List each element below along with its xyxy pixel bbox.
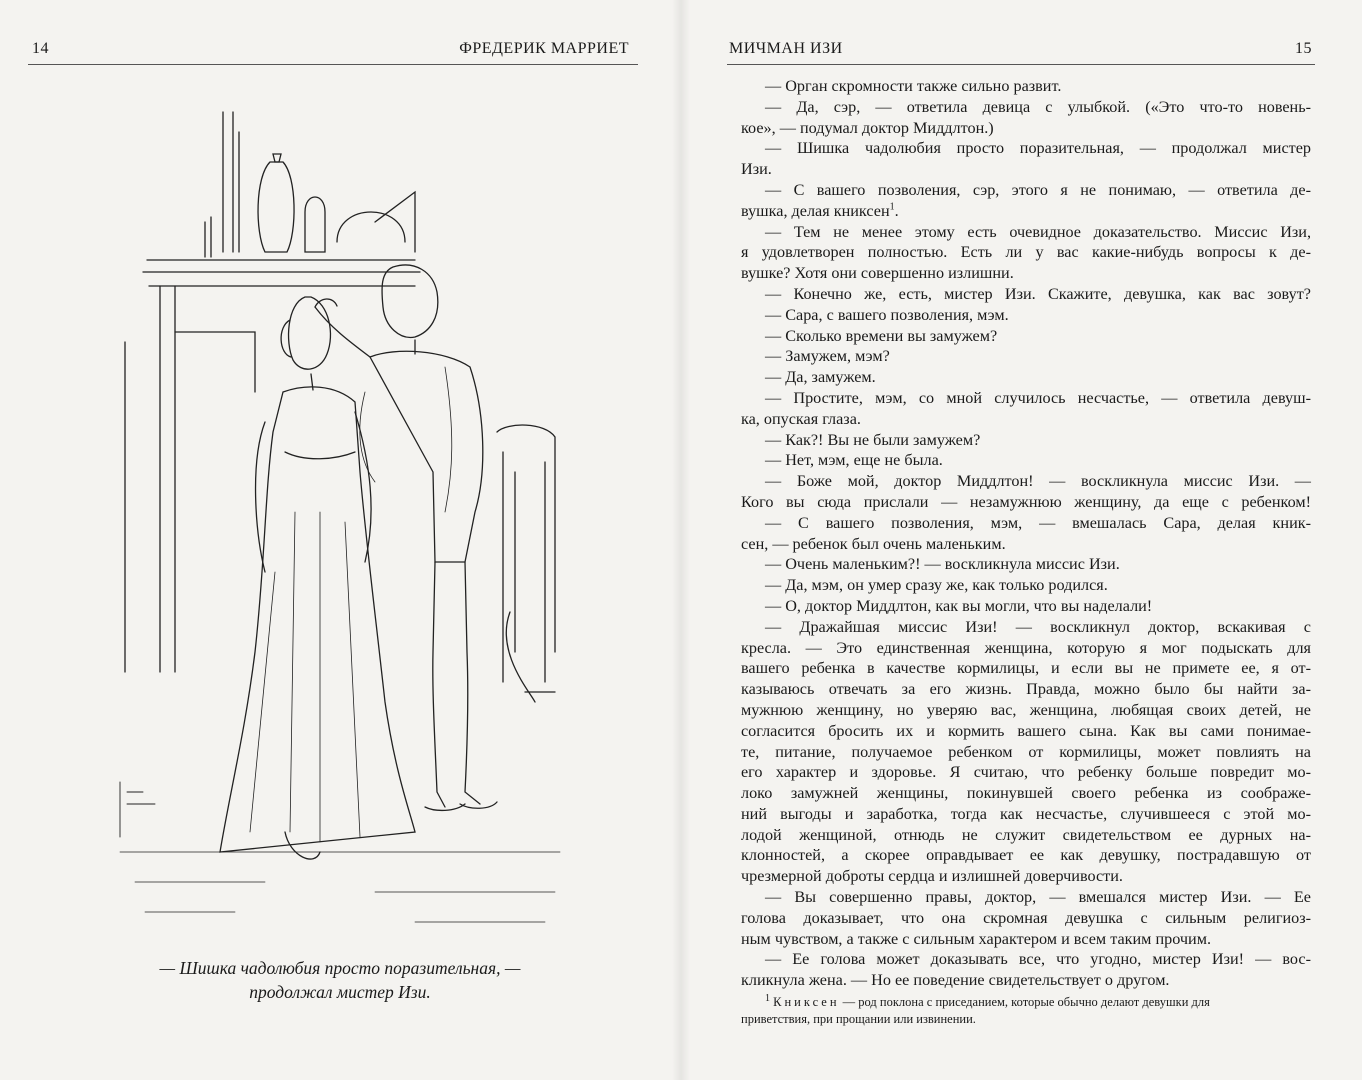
text-line: кое», — подумал доктор Миддлтон.) (741, 118, 994, 137)
text-line: ным чувством, а также с сильным характером и всем таким прочим. (741, 929, 1211, 948)
text-line: те, питание, получаемое ребенком от кормилицы, может повлиять на (741, 742, 1311, 761)
text-line: — Очень маленьким?! — воскликнула миссис Изи. (765, 555, 1120, 574)
text-line: — Да, сэр, — ответила девица с улыбкой. («Это что-то новень- (765, 97, 1311, 116)
text-line: — Нет, мэм, еще не была. (765, 451, 943, 470)
text-line: вушке? Хотя они совершенно излишни. (741, 264, 1014, 283)
text-line: Кого вы сюда прислали — незамужнюю женщину, да еще с ребенком! (741, 492, 1311, 511)
text-line: ний выгоды и заработка, тогда как несчастье, случившееся с этой мо- (741, 804, 1311, 823)
text-line: Изи. (741, 160, 772, 179)
text-line: ка, опуская глаза. (741, 409, 861, 428)
footnote-line (741, 994, 1311, 1011)
text-line: — Сара, с вашего позволения, мэм. (765, 305, 1009, 324)
text-line: — С вашего позволения, мэм, — вмешалась Сара, делая кник- (765, 513, 1311, 532)
text-line-with-footnote: вушка, делая книксен$^1$. (741, 201, 899, 220)
text-line: вушка, делая книксен (741, 201, 890, 220)
text-line: казываюсь отвечать за его жизнь. Правда, можно было бы найти за- (741, 680, 1311, 699)
text-line: — Орган скромности также сильно развит. (765, 77, 1062, 95)
text-line: — Замужем, мэм? (765, 347, 890, 366)
text-line: клонностей, а скорее оправдывает ее как девушку, пострадавшую от (741, 846, 1311, 865)
text-line: сен, — ребенок был очень маленьким. (741, 534, 1006, 553)
text-line: — Боже мой, доктор Миддлтон! — воскликнула миссис Изи. — (765, 472, 1311, 491)
footnote-marker: 1 (889, 201, 895, 213)
footnote-term: Книксен (773, 995, 840, 1009)
running-title: ФРЕДЕРИК МАРРИЕТ (459, 40, 629, 57)
text-line: — Шишка чадолюбия просто поразительная, — продолжал мистер (765, 139, 1311, 158)
body-text (741, 76, 1311, 991)
text-line: — Да, мэм, он умер сразу же, как только родился. (765, 576, 1108, 595)
text-line: — Да, замужем. (765, 368, 876, 387)
text-line: лодой женщиной, отнюдь не служит свидетельством ее дурных на- (741, 825, 1311, 844)
engraving-illustration (115, 92, 565, 942)
running-title: МИЧМАН ИЗИ (729, 40, 843, 57)
caption-line: продолжал мистер Изи. (249, 982, 431, 1002)
footnote-number: 1 (765, 992, 770, 1004)
text-line: согласится бросить их и кормить вашего сына. Как вы сами понимае- (741, 721, 1311, 740)
header-rule (28, 64, 638, 65)
text-line: — С вашего позволения, сэр, этого я не понимаю, — ответила де- (765, 180, 1311, 199)
text-line: локо замужней женщины, покинувшей своего ребенка из соображе- (741, 784, 1311, 803)
text-line: я удовлетворен полностью. Есть ли у вас какие-нибудь вопросы к де- (741, 243, 1311, 262)
text-line: кликнула жена. — Но ее поведение свидетельствует о другом. (741, 971, 1170, 990)
header-rule (727, 64, 1315, 65)
text-line: голова доказывает, что она скромная девушка с сильным религиоз- (741, 908, 1311, 927)
text-line: — Вы совершенно правы, доктор, — вмешался мистер Изи. — Ее (765, 888, 1311, 907)
text-line: чрезмерной доброты сердца и излишней доверчивости. (741, 867, 1123, 886)
text-line: — Тем не менее этому есть очевидное доказательство. Миссис Изи, (765, 222, 1311, 241)
text-line: — Конечно же, есть, мистер Изи. Скажите, девушка, как вас зовут? (765, 284, 1311, 303)
text-line: — Как?! Вы не были замужем? (765, 430, 981, 449)
page-number: 15 (1295, 40, 1312, 57)
text-line: его характер и здоровье. Я считаю, что ребенку больше повредит мо- (741, 763, 1311, 782)
text-line: — Дражайшая миссис Изи! — воскликнул доктор, вскакивая с (765, 617, 1311, 636)
footnote (741, 994, 1311, 1028)
text-line: — О, доктор Миддлтон, как вы могли, что вы наделали! (765, 596, 1153, 615)
page-number: 14 (32, 40, 49, 57)
text-line: мужнюю женщину, но уверяю вас, женщина, любящая своих детей, не (741, 700, 1311, 719)
text-line: вашего ребенка в качестве кормилицы, и если вы не примете ее, я от- (741, 659, 1311, 678)
footnote-line: приветствия, при прощании или извинении. (741, 1012, 976, 1026)
text-line: — Сколько времени вы замужем? (765, 326, 998, 345)
caption-line: — Шишка чадолюбия просто поразительная, — (159, 958, 521, 978)
illustration-caption (100, 956, 580, 1004)
text-line: — Простите, мэм, со мной случилось несчастье, — ответила девуш- (765, 388, 1311, 407)
footnote-text: — род поклона с приседанием, которые обычно делают девушки для (839, 995, 1210, 1009)
text-line: кресла. — Это единственная женщина, которую я мог подыскать для (741, 638, 1311, 657)
text-line: — Ее голова может доказывать все, что угодно, мистер Изи! — вос- (765, 950, 1311, 969)
